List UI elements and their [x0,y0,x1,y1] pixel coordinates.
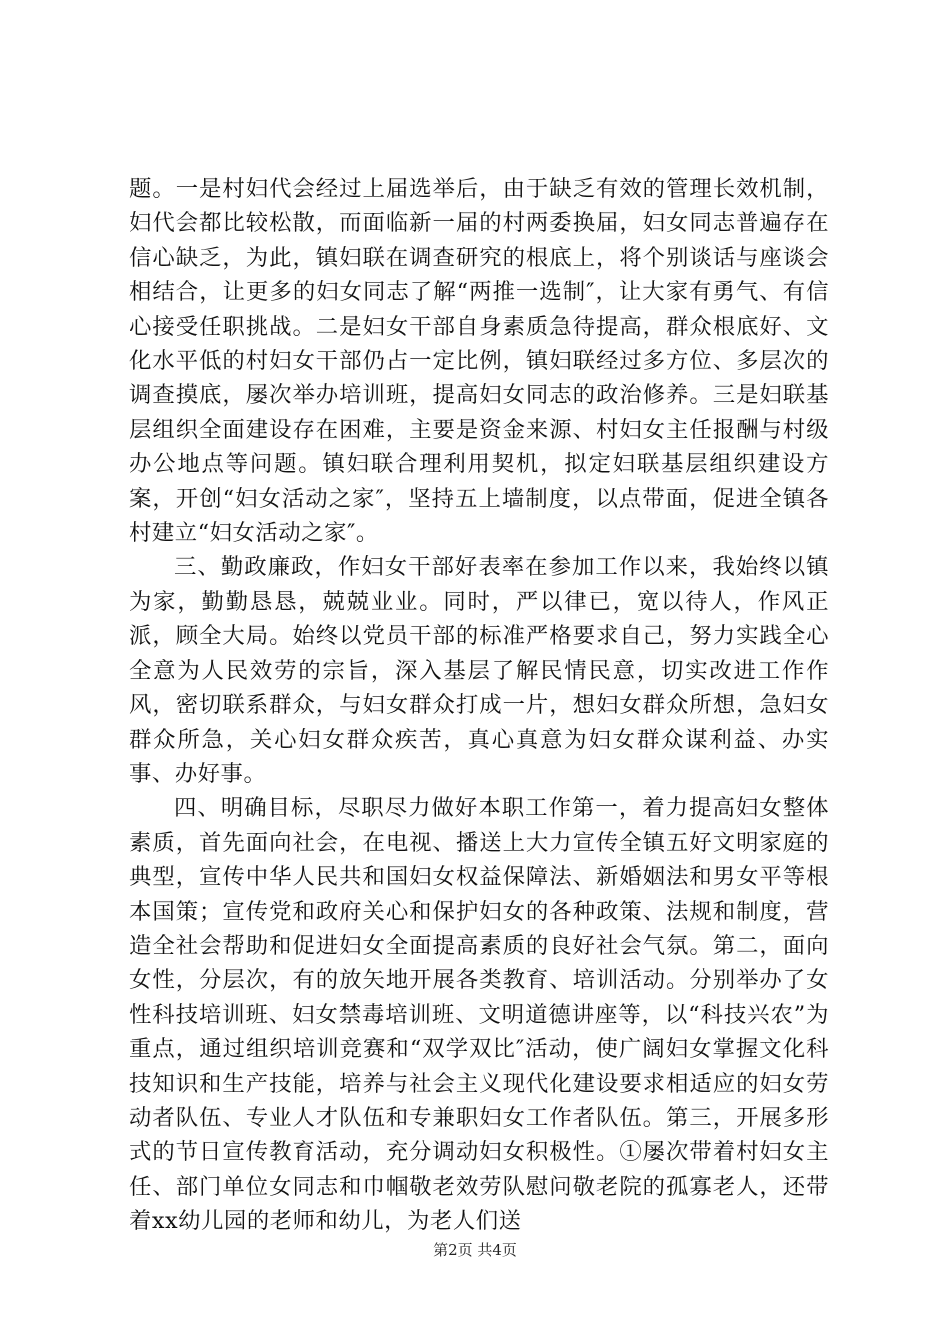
paragraph-section-four: 四、明确目标，尽职尽力做好本职工作第一，着力提高妇女整体素质，首先面向社会，在电视、播送上大力宣传全镇五好文明家庭的典型，宣传中华人民共和国妇女权益保障法、新婚姻法和男女平等根本国策；宣传党和政府关心和保护妇女的各种政策、法规和制度，营造全社会帮助和促进妇女全面提高素质的良好社会气氛。第二，面向女性，分层次，有的放矢地开展各类教育、培训活动。分别举办了女性科技培训班、妇女禁毒培训班、文明道德讲座等，以“科技兴农”为重点，通过组织培训竞赛和“双学双比″活动，使广阔妇女掌握文化科技知识和生产技能，培养与社会主义现代化建设要求相适应的妇女劳动者队伍、专业人才队伍和专兼职妇女工作者队伍。第三，开展多形式的节日宣传教育活动，充分调动妇女积极性。①屡次带着村妇女主任、部门单位女同志和巾帼敬老效劳队慰问敬老院的孤寡老人，还带着xx幼儿园的老师和幼儿，为老人们送 [129,795,829,1235]
paragraph-section-three: 三、勤政廉政，作妇女干部好表率在参加工作以来，我始终以镇为家，勤勤恳恳，兢兢业业。同时，严以律已，宽以待人，作风正派，顾全大局。始终以党员干部的标准严格要求自己，努力实践全心全意为人民效劳的宗旨，深入基层了解民情民意，切实改进工作作风，密切联系群众，与妇女群众打成一片，想妇女群众所想，急妇女群众所急，关心妇女群众疾苦，真心真意为妇女群众谋利益、办实事、办好事。 [129,554,829,787]
page-number-footer: 第2页 共4页 [433,1241,517,1259]
document-body [129,172,829,1239]
paragraph-continuation: 题。一是村妇代会经过上届选举后，由于缺乏有效的管理长效机制，妇代会都比较松散，而面临新一届的村两委换届，妇女同志普遍存在信心缺乏，为此，镇妇联在调查研究的根底上，将个别谈话与座谈会相结合，让更多的妇女同志了解“两推一选制″，让大家有勇气、有信心接受任职挑战。二是妇女干部自身素质急待提高，群众根底好、文化水平低的村妇女干部仍占一定比例，镇妇联经过多方位、多层次的调查摸底，屡次举办培训班，提高妇女同志的政治修养。三是妇联基层组织全面建设存在困难，主要是资金来源、村妇女主任报酬与村级办公地点等问题。镇妇联合理利用契机，拟定妇联基层组织建设方案，开创“妇女活动之家″，坚持五上墙制度，以点带面，促进全镇各村建立“妇女活动之家″。 [129,176,829,547]
